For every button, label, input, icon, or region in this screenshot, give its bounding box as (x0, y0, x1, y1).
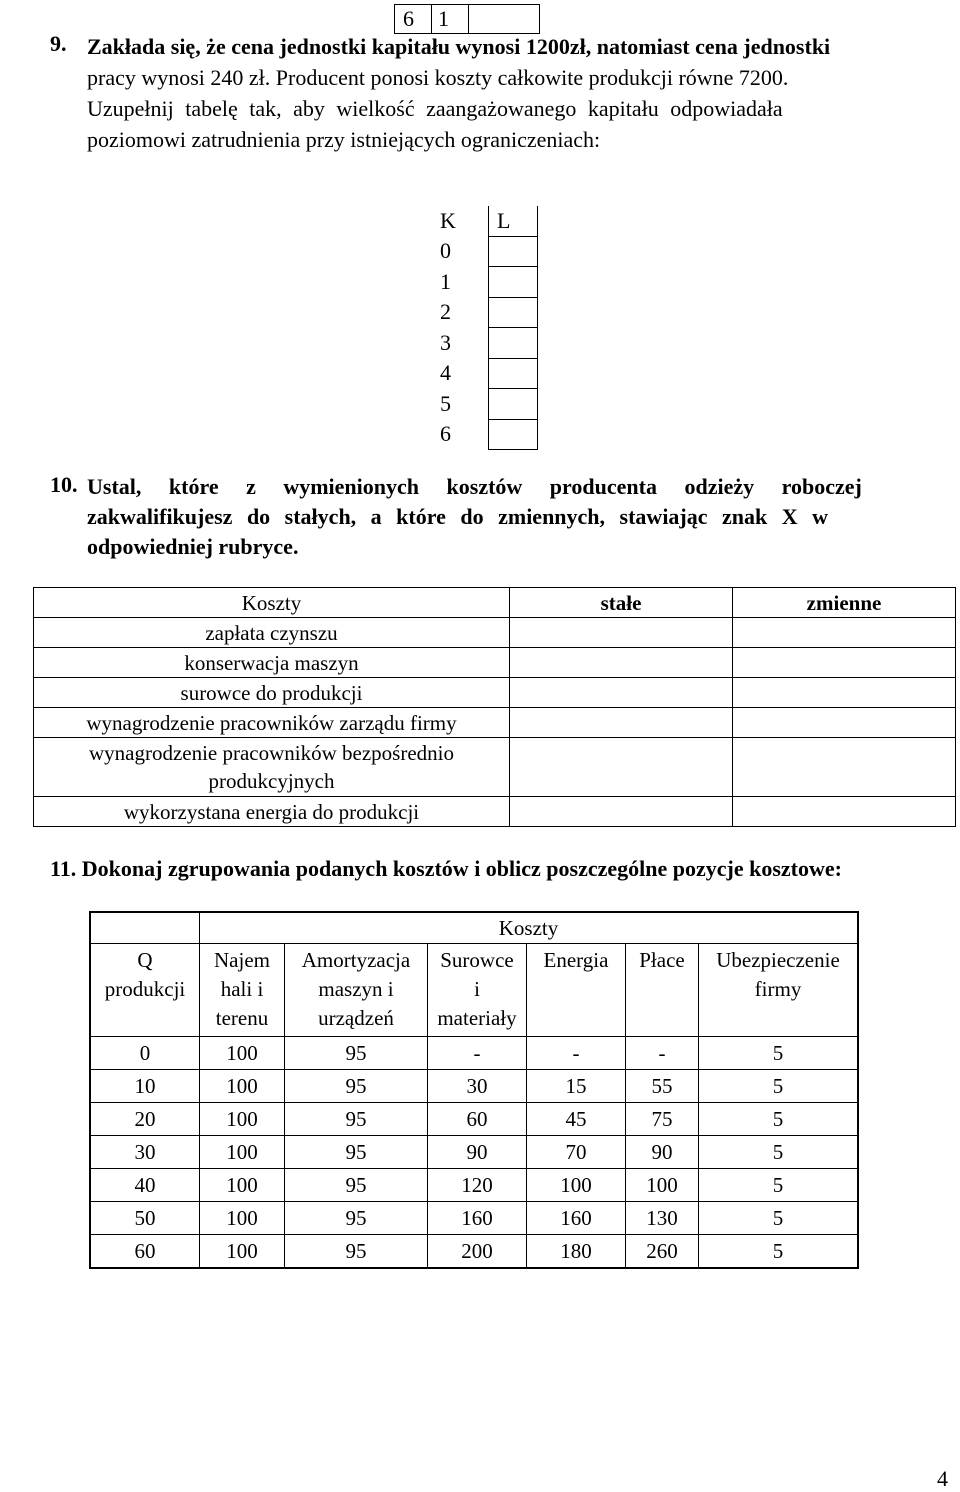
cell: 60 (428, 1103, 527, 1136)
cell: 5 (699, 1136, 859, 1169)
q10-line-text: Ustal, które z wymienionych kosztów producenta odzieży roboczej (87, 474, 862, 499)
cell: 55 (626, 1070, 699, 1103)
col-header-line: hali i (220, 977, 264, 1001)
cell: 0 (90, 1037, 200, 1070)
q10-number: 10. (50, 472, 78, 497)
q10-line: zakwalifikujesz do stałych, a które do zmiennych, stawiając znak X w (87, 504, 829, 529)
column-header-row (90, 944, 858, 1037)
cell: 5 (699, 1235, 859, 1269)
zmienne-cell[interactable] (733, 648, 956, 678)
kl-l-blank[interactable] (489, 358, 538, 389)
top-table (394, 4, 540, 34)
cell: 100 (200, 1235, 285, 1269)
cell: 45 (527, 1103, 626, 1136)
header-koszty: Koszty (34, 588, 510, 618)
cell: 100 (200, 1202, 285, 1235)
cost-name: zapłata czynszu (34, 618, 510, 648)
kl-k-value: 3 (440, 329, 451, 355)
col-header-line: urządzeń (318, 1006, 394, 1030)
kl-row (432, 297, 538, 328)
q10-text (87, 472, 947, 562)
cell: 30 (428, 1070, 527, 1103)
kl-header-l: L (489, 206, 538, 236)
cost-row (34, 797, 956, 827)
table-row (90, 1037, 858, 1070)
col-header-najem (200, 944, 285, 1037)
kl-k-value: 2 (440, 299, 451, 325)
col-header-line: Płace (639, 948, 685, 972)
kl-l-blank[interactable] (489, 389, 538, 420)
q9-text (87, 31, 830, 155)
cell: 40 (90, 1169, 200, 1202)
stale-cell[interactable] (510, 797, 733, 827)
kl-l-blank[interactable] (489, 328, 538, 359)
cost-row (34, 618, 956, 648)
col-header-surowce (428, 944, 527, 1037)
cell: 50 (90, 1202, 200, 1235)
cell: 130 (626, 1202, 699, 1235)
cost-name: surowce do produkcji (34, 678, 510, 708)
kl-l-blank[interactable] (489, 267, 538, 298)
page-number: 4 (937, 1466, 948, 1491)
kl-table (432, 206, 538, 450)
cell: 260 (626, 1235, 699, 1269)
table-row (90, 1070, 858, 1103)
group-header-row (90, 912, 858, 944)
stale-cell[interactable] (510, 678, 733, 708)
table-row (90, 1136, 858, 1169)
col-header-q (90, 944, 200, 1037)
cost-grouping-table (89, 911, 859, 1269)
cell: 90 (428, 1136, 527, 1169)
top-table-row (395, 5, 540, 34)
cell: 100 (200, 1136, 285, 1169)
cell: 70 (527, 1136, 626, 1169)
q9-line: Zakłada się, że cena jednostki kapitału wynosi 1200zł, natomiast cena jednostki (87, 34, 831, 59)
kl-k-value: 5 (440, 390, 451, 416)
cost-header-row (34, 588, 956, 618)
q11-line: Dokonaj zgrupowania podanych kosztów i oblicz poszczególne pozycje kosztowe: (81, 856, 842, 881)
q9-line: pracy wynosi 240 zł. Producent ponosi koszty całkowite produkcji równe 7200. (87, 65, 789, 90)
cell: 95 (285, 1070, 428, 1103)
col-header-line: i (474, 977, 480, 1001)
cell: - (428, 1037, 527, 1070)
col-header-line: maszyn i (318, 977, 394, 1001)
stale-cell[interactable] (510, 738, 733, 797)
kl-l-blank[interactable] (489, 297, 538, 328)
cost-classification-table (33, 587, 956, 827)
kl-l-blank[interactable] (489, 419, 538, 450)
group-header-koszty: Koszty (200, 912, 859, 944)
cell: 20 (90, 1103, 200, 1136)
cell: - (527, 1037, 626, 1070)
col-header-line: Surowce (440, 948, 514, 972)
stale-cell[interactable] (510, 648, 733, 678)
cost-name: wykorzystana energia do produkcji (34, 797, 510, 827)
stale-cell[interactable] (510, 618, 733, 648)
cost-row (34, 708, 956, 738)
col-header-ubezpieczenie (699, 944, 859, 1037)
kl-row (432, 267, 538, 298)
cell: 5 (699, 1037, 859, 1070)
q9-number: 9. (50, 31, 67, 56)
col-header-line: Najem (214, 948, 270, 972)
cell: 100 (200, 1169, 285, 1202)
zmienne-cell[interactable] (733, 738, 956, 797)
cell: 75 (626, 1103, 699, 1136)
table-row (90, 1202, 858, 1235)
table-row (90, 1103, 858, 1136)
cost-name: konserwacja maszyn (34, 648, 510, 678)
cost-name: wynagrodzenie pracowników zarządu firmy (34, 708, 510, 738)
kl-header-k: K (440, 208, 456, 233)
cell: 95 (285, 1037, 428, 1070)
q10-line: odpowiedniej rubryce. (87, 534, 299, 559)
kl-k-value: 1 (440, 268, 451, 294)
kl-header-row (432, 206, 538, 236)
q10-line (87, 472, 947, 502)
col-header-line: produkcji (104, 977, 186, 1001)
cell: 60 (90, 1235, 200, 1269)
col-header-amortyzacja (285, 944, 428, 1037)
kl-row (432, 389, 538, 420)
col-header-line: terenu (215, 1006, 269, 1030)
top-cell: 1 (432, 5, 469, 34)
cell: 100 (200, 1070, 285, 1103)
col-header-line: Energia (543, 948, 609, 972)
cell: 95 (285, 1202, 428, 1235)
cell: - (626, 1037, 699, 1070)
zmienne-cell[interactable] (733, 708, 956, 738)
col-header-energia (527, 944, 626, 1037)
cell: 100 (200, 1037, 285, 1070)
col-header-line: materiały (437, 1006, 517, 1030)
kl-row (432, 358, 538, 389)
zmienne-cell[interactable] (733, 797, 956, 827)
table-row (90, 1169, 858, 1202)
top-cell (469, 5, 540, 34)
cell: 100 (626, 1169, 699, 1202)
cell: 95 (285, 1235, 428, 1269)
cell: 30 (90, 1136, 200, 1169)
q9-line: poziomowi zatrudnienia przy istniejących ograniczeniach: (87, 127, 601, 152)
cell: 95 (285, 1136, 428, 1169)
zmienne-cell[interactable] (733, 618, 956, 648)
cell: 95 (285, 1169, 428, 1202)
col-header-line: Ubezpieczenie (716, 948, 840, 972)
cost-row (34, 678, 956, 708)
cell: 160 (428, 1202, 527, 1235)
top-cell: 6 (395, 5, 432, 34)
q9-line: Uzupełnij tabelę tak, aby wielkość zaangażowanego kapitału odpowiadała (87, 96, 783, 121)
cost-name-line: wynagrodzenie pracowników bezpośrednio (88, 741, 455, 765)
cell: 180 (527, 1235, 626, 1269)
kl-l-blank[interactable] (489, 236, 538, 267)
col-header-place (626, 944, 699, 1037)
cost-row (34, 648, 956, 678)
zmienne-cell[interactable] (733, 678, 956, 708)
cell: 160 (527, 1202, 626, 1235)
col-header-line: Q (137, 948, 153, 972)
cell: 5 (699, 1070, 859, 1103)
kl-k-value: 0 (440, 238, 451, 264)
cell: 5 (699, 1103, 859, 1136)
cell: 5 (699, 1169, 859, 1202)
cell: 10 (90, 1070, 200, 1103)
cell: 100 (200, 1103, 285, 1136)
kl-row (432, 419, 538, 450)
kl-k-value: 6 (440, 421, 451, 447)
cell: 120 (428, 1169, 527, 1202)
cell: 100 (527, 1169, 626, 1202)
cell: 200 (428, 1235, 527, 1269)
stale-cell[interactable] (510, 708, 733, 738)
cell: 90 (626, 1136, 699, 1169)
cost-name-line: produkcyjnych (208, 769, 335, 793)
kl-row (432, 236, 538, 267)
q11-number: 11. (50, 856, 77, 881)
header-zmienne: zmienne (733, 588, 956, 618)
kl-k-value: 4 (440, 360, 451, 386)
header-stale: stałe (510, 588, 733, 618)
cost-row (34, 738, 956, 797)
q11-text (50, 856, 842, 882)
table-row (90, 1235, 858, 1269)
kl-row (432, 328, 538, 359)
cell: 95 (285, 1103, 428, 1136)
col-header-line: Amortyzacja (301, 948, 411, 972)
col-header-line: firmy (754, 977, 802, 1001)
cell: 15 (527, 1070, 626, 1103)
cost-name (34, 738, 510, 797)
cell: 5 (699, 1202, 859, 1235)
blank-cell (90, 912, 200, 944)
